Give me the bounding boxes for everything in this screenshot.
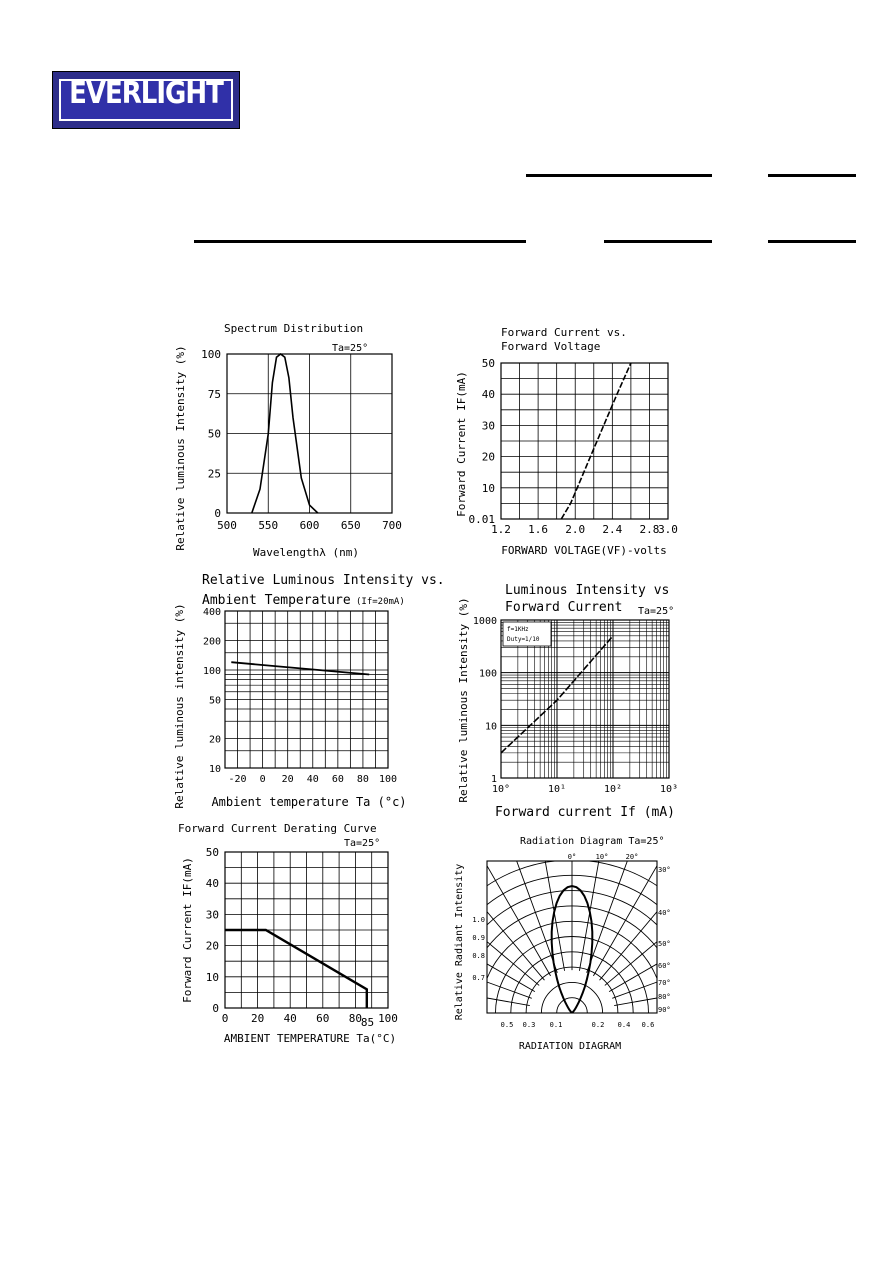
derating-x-tick: 0 xyxy=(221,1012,229,1025)
radiation-radial-label: 0.8 xyxy=(472,952,485,960)
radiation-angle-label-top: 10° xyxy=(595,853,609,861)
rlit-x-label: Ambient temperature Ta (°c) xyxy=(211,795,407,809)
lifc-x-tick: 10° xyxy=(491,784,511,795)
lifc-y-tick: 1000 xyxy=(472,616,497,627)
fcfv-y-tick: 40 xyxy=(481,388,495,402)
radiation-angle-label-top: 20° xyxy=(625,853,639,861)
rlit-x-tick: 0 xyxy=(259,774,266,785)
logo-text: EVERLIGHT xyxy=(69,76,223,112)
lifc-note: Ta=25° xyxy=(638,606,675,617)
lifc-legend-item: Duty=1/10 xyxy=(507,636,540,643)
spectrum-y-tick: 75 xyxy=(207,387,221,401)
lifc-legend-item: f=1KHz xyxy=(507,626,529,633)
radiation-bottom-label: 0.1 xyxy=(549,1021,563,1029)
rlit-y-tick: 20 xyxy=(208,734,221,746)
fcfv-x-tick: 1.2 xyxy=(491,523,511,536)
fcfv-y-tick: 20 xyxy=(481,450,495,464)
fcfv-y-tick: 30 xyxy=(481,419,495,433)
radiation-spoke xyxy=(376,978,530,1005)
radiation-bottom-label: 0.2 xyxy=(591,1021,605,1029)
lifc-y-tick: 10 xyxy=(484,721,497,733)
radiation-title: Radiation Diagram Ta=25° xyxy=(520,836,665,847)
radiation-spoke xyxy=(504,826,557,973)
radiation-bottom-label: 0.3 xyxy=(522,1021,536,1029)
spectrum-y-tick: 0 xyxy=(214,507,221,520)
derating-series-line xyxy=(225,930,367,1008)
spectrum-x-tick: 650 xyxy=(340,519,361,532)
rlit-x-tick: 100 xyxy=(378,774,398,785)
rlit-y-tick: 50 xyxy=(208,695,221,707)
lifc-x-tick: 10¹ xyxy=(547,784,567,795)
radiation-radial-label: 0.9 xyxy=(472,934,485,942)
spectrum-note: Ta=25° xyxy=(332,343,369,354)
rlit-title-2: Ambient Temperature xyxy=(202,593,351,608)
rlit-x-tick: 60 xyxy=(331,774,344,785)
derating-x-label: AMBIENT TEMPERATURE Ta(°C) xyxy=(223,1032,397,1045)
spectrum-x-tick: 500 xyxy=(217,519,237,532)
derating-x-tick-extra: 85 xyxy=(360,1016,375,1029)
derating-y-tick: 10 xyxy=(205,970,219,984)
rlit-x-tick: 20 xyxy=(281,774,294,785)
spectrum-x-tick: 550 xyxy=(258,519,279,532)
radiation-spoke xyxy=(400,914,535,992)
lifc-title-2: Forward Current xyxy=(505,600,623,615)
spectrum-title: Spectrum Distribution xyxy=(224,322,364,335)
derating-y-tick: 30 xyxy=(205,908,219,922)
fcfv-y-tick: 10 xyxy=(481,481,495,495)
radiation-x-label: RADIATION DIAGRAM xyxy=(518,1041,622,1052)
lifc-x-tick: 10² xyxy=(603,784,623,795)
rlit-x-tick: -20 xyxy=(228,774,247,785)
radiation-spoke xyxy=(614,978,768,1005)
spectrum-y-tick: 25 xyxy=(207,467,221,481)
radiation-angle-label-right: 90° xyxy=(658,1006,671,1014)
lifc-x-label: Forward current If (mA) xyxy=(494,805,676,820)
rlit-plot-frame xyxy=(225,611,388,768)
radiation-angle-label-right: 70° xyxy=(658,979,671,987)
radiation-angle-label-right: 40° xyxy=(658,909,671,917)
derating-y-tick: 20 xyxy=(205,939,219,953)
rlit-x-tick: 80 xyxy=(356,774,369,785)
radiation-radial-label: 0.7 xyxy=(472,974,485,982)
radiation-spoke xyxy=(605,885,725,985)
spectrum-y-label: Relative luminous Intensity (%) xyxy=(174,345,187,551)
fcfv-x-tick: 2.0 xyxy=(565,523,586,536)
radiation-angle-label-top: 0° xyxy=(567,853,577,861)
fcfv-y-tick: 50 xyxy=(481,357,495,370)
spectrum-y-tick: 50 xyxy=(207,427,221,441)
radiation-angle-label-right: 60° xyxy=(658,962,671,970)
spectrum-x-label: Wavelengthλ (nm) xyxy=(253,546,359,559)
derating-x-tick: 60 xyxy=(316,1012,330,1025)
radiation-angle-label-right: 50° xyxy=(658,940,671,948)
rlit-title: Relative Luminous Intensity vs. xyxy=(202,573,445,588)
lifc-x-tick: 10³ xyxy=(659,784,679,795)
fcfv-x-tick: 2.4 xyxy=(602,523,623,536)
rlit-x-tick: 40 xyxy=(306,774,319,785)
fcfv-x-tick: 1.6 xyxy=(528,523,549,536)
spectrum-x-tick: 600 xyxy=(299,519,320,532)
radiation-ring xyxy=(557,998,588,1013)
derating-y-tick: 40 xyxy=(205,877,219,891)
radiation-radial-label: 1.0 xyxy=(472,916,485,924)
radiation-spoke xyxy=(609,914,744,992)
rlit-note: (If=20mA) xyxy=(356,597,405,607)
radiation-spoke xyxy=(587,826,640,973)
radiation-bottom-label: 0.5 xyxy=(500,1021,514,1029)
derating-note: Ta=25° xyxy=(344,838,381,849)
fcfv-x-label: FORWARD VOLTAGE(VF)-volts xyxy=(501,544,667,557)
radiation-bottom-label: 0.4 xyxy=(617,1021,631,1029)
fcfv-x-tick: 2.8 xyxy=(639,523,660,536)
spectrum-x-tick: 700 xyxy=(382,519,402,532)
rlit-y-tick: 100 xyxy=(202,666,221,678)
lifc-title: Luminous Intensity vs xyxy=(505,583,670,598)
derating-x-tick: 20 xyxy=(250,1012,265,1025)
radiation-angle-label-right: 30° xyxy=(658,866,671,874)
derating-x-tick: 40 xyxy=(283,1012,297,1025)
lifc-y-label: Relative luminous Intensity (%) xyxy=(457,597,470,803)
radiation-spoke xyxy=(612,945,759,998)
radiation-angle-label-right: 80° xyxy=(658,993,671,1001)
derating-x-tick: 100 xyxy=(378,1012,398,1025)
derating-y-tick: 50 xyxy=(205,846,219,859)
fcfv-x-tick: 3.0 xyxy=(658,523,678,536)
derating-title: Forward Current Derating Curve xyxy=(178,822,377,835)
lifc-y-tick: 100 xyxy=(478,668,497,680)
rlit-y-label: Relative luminous intensity (%) xyxy=(173,603,186,809)
lifc-y-tick: 1 xyxy=(490,774,497,785)
rlit-y-tick: 200 xyxy=(202,636,221,648)
fcfv-title: Forward Current vs. xyxy=(501,326,627,339)
radiation-ring xyxy=(526,967,618,1013)
fcfv-y-tick: 0.01 xyxy=(468,512,495,526)
radiation-y-label: Relative Radiant Intensity xyxy=(454,863,465,1021)
fcfv-y-label: Forward Current IF(mA) xyxy=(455,371,468,517)
rlit-y-tick: 400 xyxy=(202,607,221,618)
derating-y-label: Forward Current IF(mA) xyxy=(181,857,194,1003)
radiation-bottom-label: 0.6 xyxy=(641,1021,655,1029)
derating-y-tick: 0 xyxy=(212,1002,219,1015)
fcfv-title-2: Forward Voltage xyxy=(501,340,601,353)
derating-x-tick: 80 xyxy=(348,1012,363,1025)
rlit-y-tick: 10 xyxy=(208,764,221,775)
spectrum-y-tick: 100 xyxy=(201,348,221,361)
